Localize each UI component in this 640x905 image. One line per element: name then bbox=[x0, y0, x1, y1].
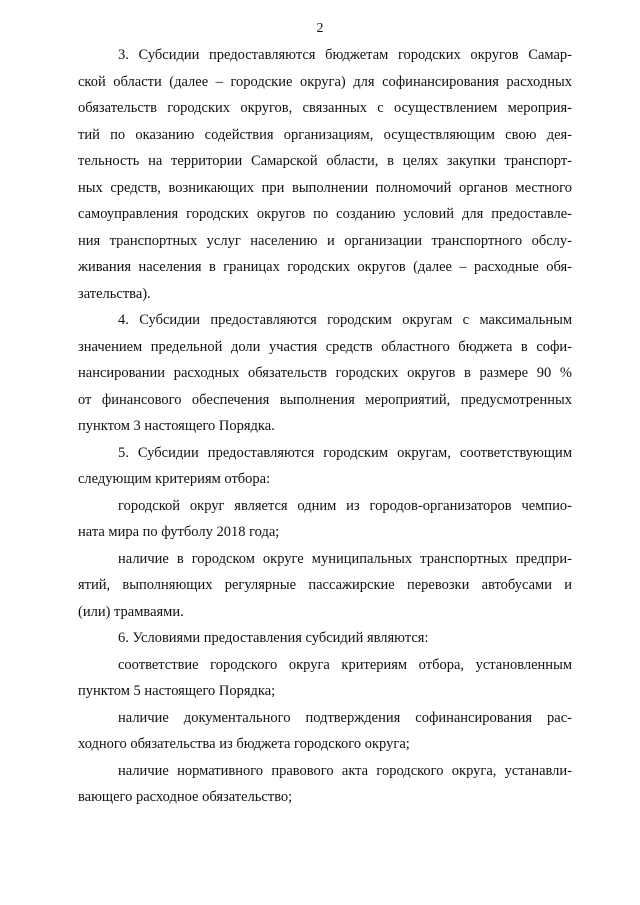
text-line: самоуправления городских округов по созданию условий для предоставле- bbox=[78, 206, 572, 222]
text-line: ской области (далее – городские округа) для софинансирования расходных bbox=[78, 73, 572, 90]
text-line: ных средств, возникающих при выполнении полномочий органов местного bbox=[78, 179, 572, 196]
text-line: наличие в городском округе муниципальных транспортных предпри- bbox=[118, 550, 572, 567]
text-line: нансировании расходных обязательств городских округов в размере 90 % bbox=[78, 365, 572, 381]
text-line: тельность на территории Самарской области, в целях закупки транспорт- bbox=[78, 153, 572, 169]
text-line: ятий, выполняющих регулярные пассажирские перевозки автобусами и bbox=[78, 577, 572, 593]
text-line: наличие документального подтверждения софинансирования рас- bbox=[118, 709, 572, 726]
text-line: 5. Субсидии предоставляются городским округам, соответствующим bbox=[118, 444, 572, 461]
text-line: ходного обязательства из бюджета городского округа; bbox=[78, 736, 410, 752]
text-line: следующим критериям отбора: bbox=[78, 471, 271, 487]
text-line: обязательств городских округов, связанных с осуществлением мероприя- bbox=[78, 100, 572, 116]
text-line: ната мира по футболу 2018 года; bbox=[78, 524, 280, 540]
text-line: пунктом 5 настоящего Порядка; bbox=[78, 683, 276, 699]
text-line: от финансового обеспечения выполнения мероприятий, предусмотренных bbox=[78, 391, 572, 408]
text-line: наличие нормативного правового акта городского округа, устанавли- bbox=[118, 762, 572, 779]
text-line: 3. Субсидии предоставляются бюджетам городских округов Самар- bbox=[118, 47, 572, 63]
text-line: вающего расходное обязательство; bbox=[78, 789, 293, 805]
text-line: значением предельной доли участия средств областного бюджета в софи- bbox=[78, 338, 572, 355]
text-line: тий по оказанию содействия организациям, осуществляющим свою дея- bbox=[78, 126, 572, 143]
page-number: 2 bbox=[316, 21, 324, 36]
document-body bbox=[78, 42, 572, 811]
text-line: 6. Условиями предоставления субсидий являются: bbox=[118, 630, 429, 646]
text-line: 4. Субсидии предоставляются городским округам с максимальным bbox=[118, 312, 572, 328]
text-line: соответствие городского округа критериям отбора, установленным bbox=[118, 656, 572, 673]
text-line: зательства). bbox=[78, 285, 151, 302]
text-line: городской округ является одним из городов-организаторов чемпио- bbox=[118, 497, 572, 514]
text-line: (или) трамваями. bbox=[78, 603, 184, 620]
text-line: пунктом 3 настоящего Порядка. bbox=[78, 418, 275, 434]
text-line: живания населения в границах городских округов (далее – расходные обя- bbox=[78, 259, 572, 275]
text-line: ния транспортных услуг населению и организации транспортного обслу- bbox=[78, 232, 572, 249]
